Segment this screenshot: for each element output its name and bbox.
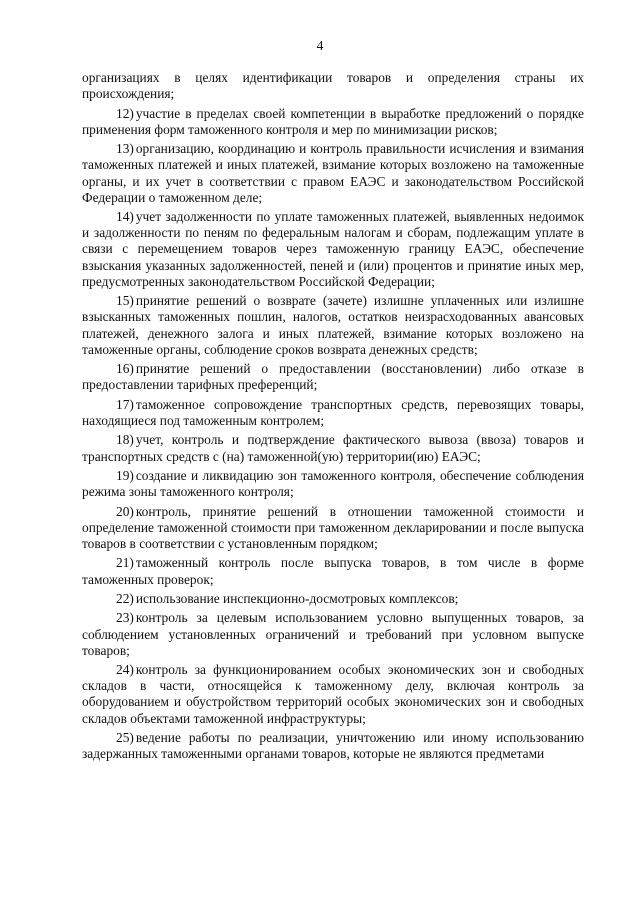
list-item-number: 13) — [116, 141, 134, 157]
list-item-text: контроль, принятие решений в отношении таможенной стоимости и определение таможенной стоимости при таможенном декларировании и после выпуска товаров в соответствии с установленным порядком; — [82, 503, 584, 551]
list-item — [82, 432, 584, 464]
list-item-number: 23) — [116, 610, 134, 626]
list-item-text: таможенный контроль после выпуска товаров, в том числе в форме таможенных проверок; — [82, 555, 584, 587]
list-item-text: организацию, координацию и контроль правильности исчисления и взимания таможенных платежей и иных платежей, взимание которых возложено на таможенные органы, и их учет в соответствии с правом ЕАЭС и законодательством Российской Федерации о таможенном деле; — [82, 141, 584, 205]
list-item-number: 15) — [116, 293, 134, 309]
list-item-number: 12) — [116, 105, 134, 121]
list-item-text: контроль за целевым использованием условно выпущенных товаров, за соблюдением установленных ограничений и требований при условном выпуске товаров; — [82, 610, 584, 658]
list-item-text: учет задолженности по уплате таможенных платежей, выявленных недоимок и задолженности по пеням по федеральным налогам и сборам, подлежащим уплате в связи с перемещением товаров через таможенную границу ЕАЭС, обеспечение взыскания указанных задолженностей, пеней и (или) процентов и принятие иных мер, предусмотренных законодательством Российской Федерации; — [82, 209, 584, 289]
list-item — [82, 468, 584, 500]
list-item-text: принятие решений о возврате (зачете) излишне уплаченных или излишне взысканных таможенных пошлин, налогов, остатков неизрасходованных авансовых платежей, денежного залога и иных платежей, взимание которых возложено на таможенные органы, соблюдение сроков возврата денежных средств; — [82, 293, 584, 357]
continuation-paragraph: организациях в целях идентификации товаров и определения страны их происхождения; — [82, 70, 584, 102]
list-item-number: 17) — [116, 396, 134, 412]
list-item — [82, 555, 584, 587]
document-body — [82, 70, 584, 766]
list-item-text: учет, контроль и подтверждение фактического вывоза (ввоза) товаров и транспортных средств с (на) таможенной(ую) территории(ию) ЕАЭС; — [82, 432, 584, 464]
list-item-number: 22) — [116, 590, 134, 606]
list-item-text: принятие решений о предоставлении (восстановлении) либо отказе в предоставлении тарифных преференций; — [82, 361, 584, 393]
list-item — [82, 209, 584, 290]
list-item — [82, 106, 584, 138]
list-item — [82, 504, 584, 552]
list-item-number: 20) — [116, 503, 134, 519]
list-item — [82, 662, 584, 727]
page-number: 4 — [316, 38, 324, 53]
list-item — [82, 141, 584, 206]
list-item-text: ведение работы по реализации, уничтожению или иному использованию задержанных таможенными органами товаров, которые не являются предметами — [82, 730, 584, 762]
list-item-number: 18) — [116, 432, 134, 448]
list-item — [82, 397, 584, 429]
list-item-text: таможенное сопровождение транспортных средств, перевозящих товары, находящиеся под таможенным контролем; — [82, 396, 584, 428]
list-item — [82, 610, 584, 658]
list-item-number: 21) — [116, 555, 134, 571]
list-item-number: 16) — [116, 361, 134, 377]
list-item-number: 25) — [116, 730, 134, 746]
list-item-number: 24) — [116, 662, 134, 678]
list-item — [82, 361, 584, 393]
list-item-text: использование инспекционно-досмотровых комплексов; — [135, 590, 459, 606]
list-item — [82, 591, 584, 607]
list-item — [82, 293, 584, 358]
list-item-number: 14) — [116, 209, 134, 225]
list-item-number: 19) — [116, 467, 134, 483]
list-item-text: контроль за функционированием особых экономических зон и свободных складов в части, относящейся к таможенному делу, включая контроль за оборудованием и обустройством территорий особых экономических зон и свободных складов объектами таможенной инфраструктуры; — [82, 662, 584, 726]
list-item — [82, 730, 584, 762]
list-item-text: создание и ликвидацию зон таможенного контроля, обеспечение соблюдения режима зоны таможенного контроля; — [82, 467, 584, 500]
list-item-text: участие в пределах своей компетенции в выработке предложений о порядке применения форм таможенного контроля и мер по минимизации рисков; — [82, 105, 584, 137]
